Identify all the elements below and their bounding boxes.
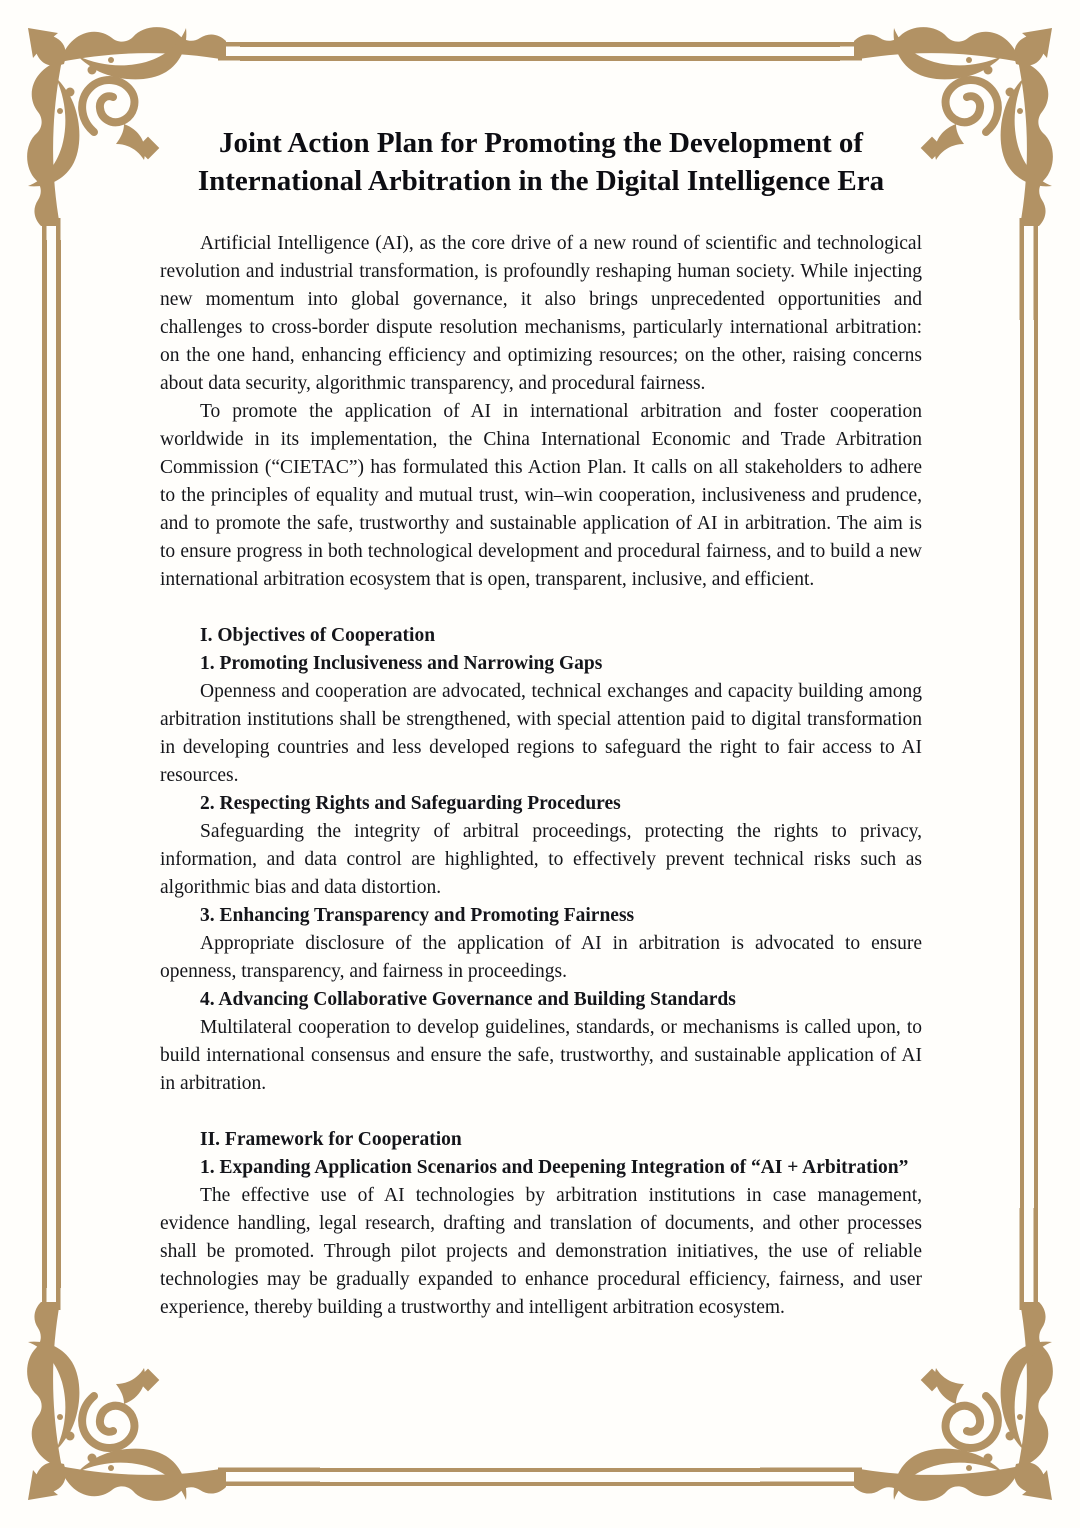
intro-paragraph: Artificial Intelligence (AI), as the core drive of a new round of scientific and technological revolution and industrial transformation, is profoundly reshaping human society. While injecting new momentum into global governance, it also brings unprecedented opportunities and challenges to cross-border dispute resolution mechanisms, particularly international arbitration: on the one hand, enhancing efficiency and optimizing resources; on the other, raising concerns about data security, algorithmic transparency, and procedural fairness.: [160, 233, 922, 394]
border-line-bottom-inner: [240, 1468, 840, 1473]
border-line-left-outer: [42, 240, 47, 1288]
subsection-heading: 1. Expanding Application Scenarios and Deepening Integration of “AI + Arbitration”: [200, 1157, 909, 1178]
subsection-heading: 2. Respecting Rights and Safeguarding Procedures: [200, 793, 621, 814]
border-line-left-inner: [56, 240, 61, 1288]
subsection-paragraph: Appropriate disclosure of the application of AI in arbitration is advocated to ensure openness, transparency, and fairness in proceedings.: [160, 933, 922, 982]
subsection-heading: 4. Advancing Collaborative Governance and Building Standards: [200, 989, 736, 1010]
subsection-paragraph: Openness and cooperation are advocated, technical exchanges and capacity building among arbitration institutions shall be strengthened, with special attention paid to digital transformation in developing countries and less developed regions to safeguard the right to fair access to AI resources.: [160, 681, 922, 786]
subsection-paragraph: The effective use of AI technologies by arbitration institutions in case management, evidence handling, legal research, drafting and translation of documents, and other processes shall be promoted. Through pilot projects and demonstration initiatives, the use of reliable technologies may be gradually expanded to enhance procedural efficiency, fairness, and user experience, thereby building a trustworthy and intelligent arbitration ecosystem.: [160, 1185, 922, 1318]
section-heading-framework: II. Framework for Cooperation: [200, 1129, 462, 1150]
subsection-heading: 1. Promoting Inclusiveness and Narrowing Gaps: [200, 653, 603, 674]
section-heading-objectives: I. Objectives of Cooperation: [200, 625, 436, 646]
border-line-top-outer: [240, 42, 840, 47]
subsection-paragraph: Safeguarding the integrity of arbitral proceedings, protecting the rights to privacy, information, and data control are highlighted, to effectively prevent technical risks such as algorithmic bias and data distortion.: [160, 821, 922, 898]
border-line-right-outer: [1034, 240, 1039, 1288]
border-line-right-inner: [1020, 240, 1025, 1288]
border-line-top-inner: [240, 56, 840, 61]
document-content: [160, 124, 922, 1322]
document-title-line-1: Joint Action Plan for Promoting the Development of: [218, 127, 864, 159]
subsection-paragraph: Multilateral cooperation to develop guidelines, standards, or mechanisms is called upon, to build international consensus and ensure the safe, trustworthy, and sustainable application of AI in arbitration.: [160, 1017, 922, 1094]
subsection-heading: 3. Enhancing Transparency and Promoting Fairness: [200, 905, 635, 926]
document-title-line-2: International Arbitration in the Digital Intelligence Era: [197, 165, 885, 197]
document-title: [160, 124, 922, 200]
intro-paragraph: To promote the application of AI in international arbitration and foster cooperation worldwide in its implementation, the China International Economic and Trade Arbitration Commission (“CIETAC”) has formulated this Action Plan. It calls on all stakeholders to adhere to the principles of equality and mutual trust, win–win cooperation, inclusiveness and prudence, and to promote the safe, trustworthy and sustainable application of AI in arbitration. The aim is to ensure progress in both technological development and procedural fairness, and to build a new international arbitration ecosystem that is open, transparent, inclusive, and efficient.: [160, 401, 922, 590]
border-line-bottom-outer: [240, 1482, 840, 1487]
